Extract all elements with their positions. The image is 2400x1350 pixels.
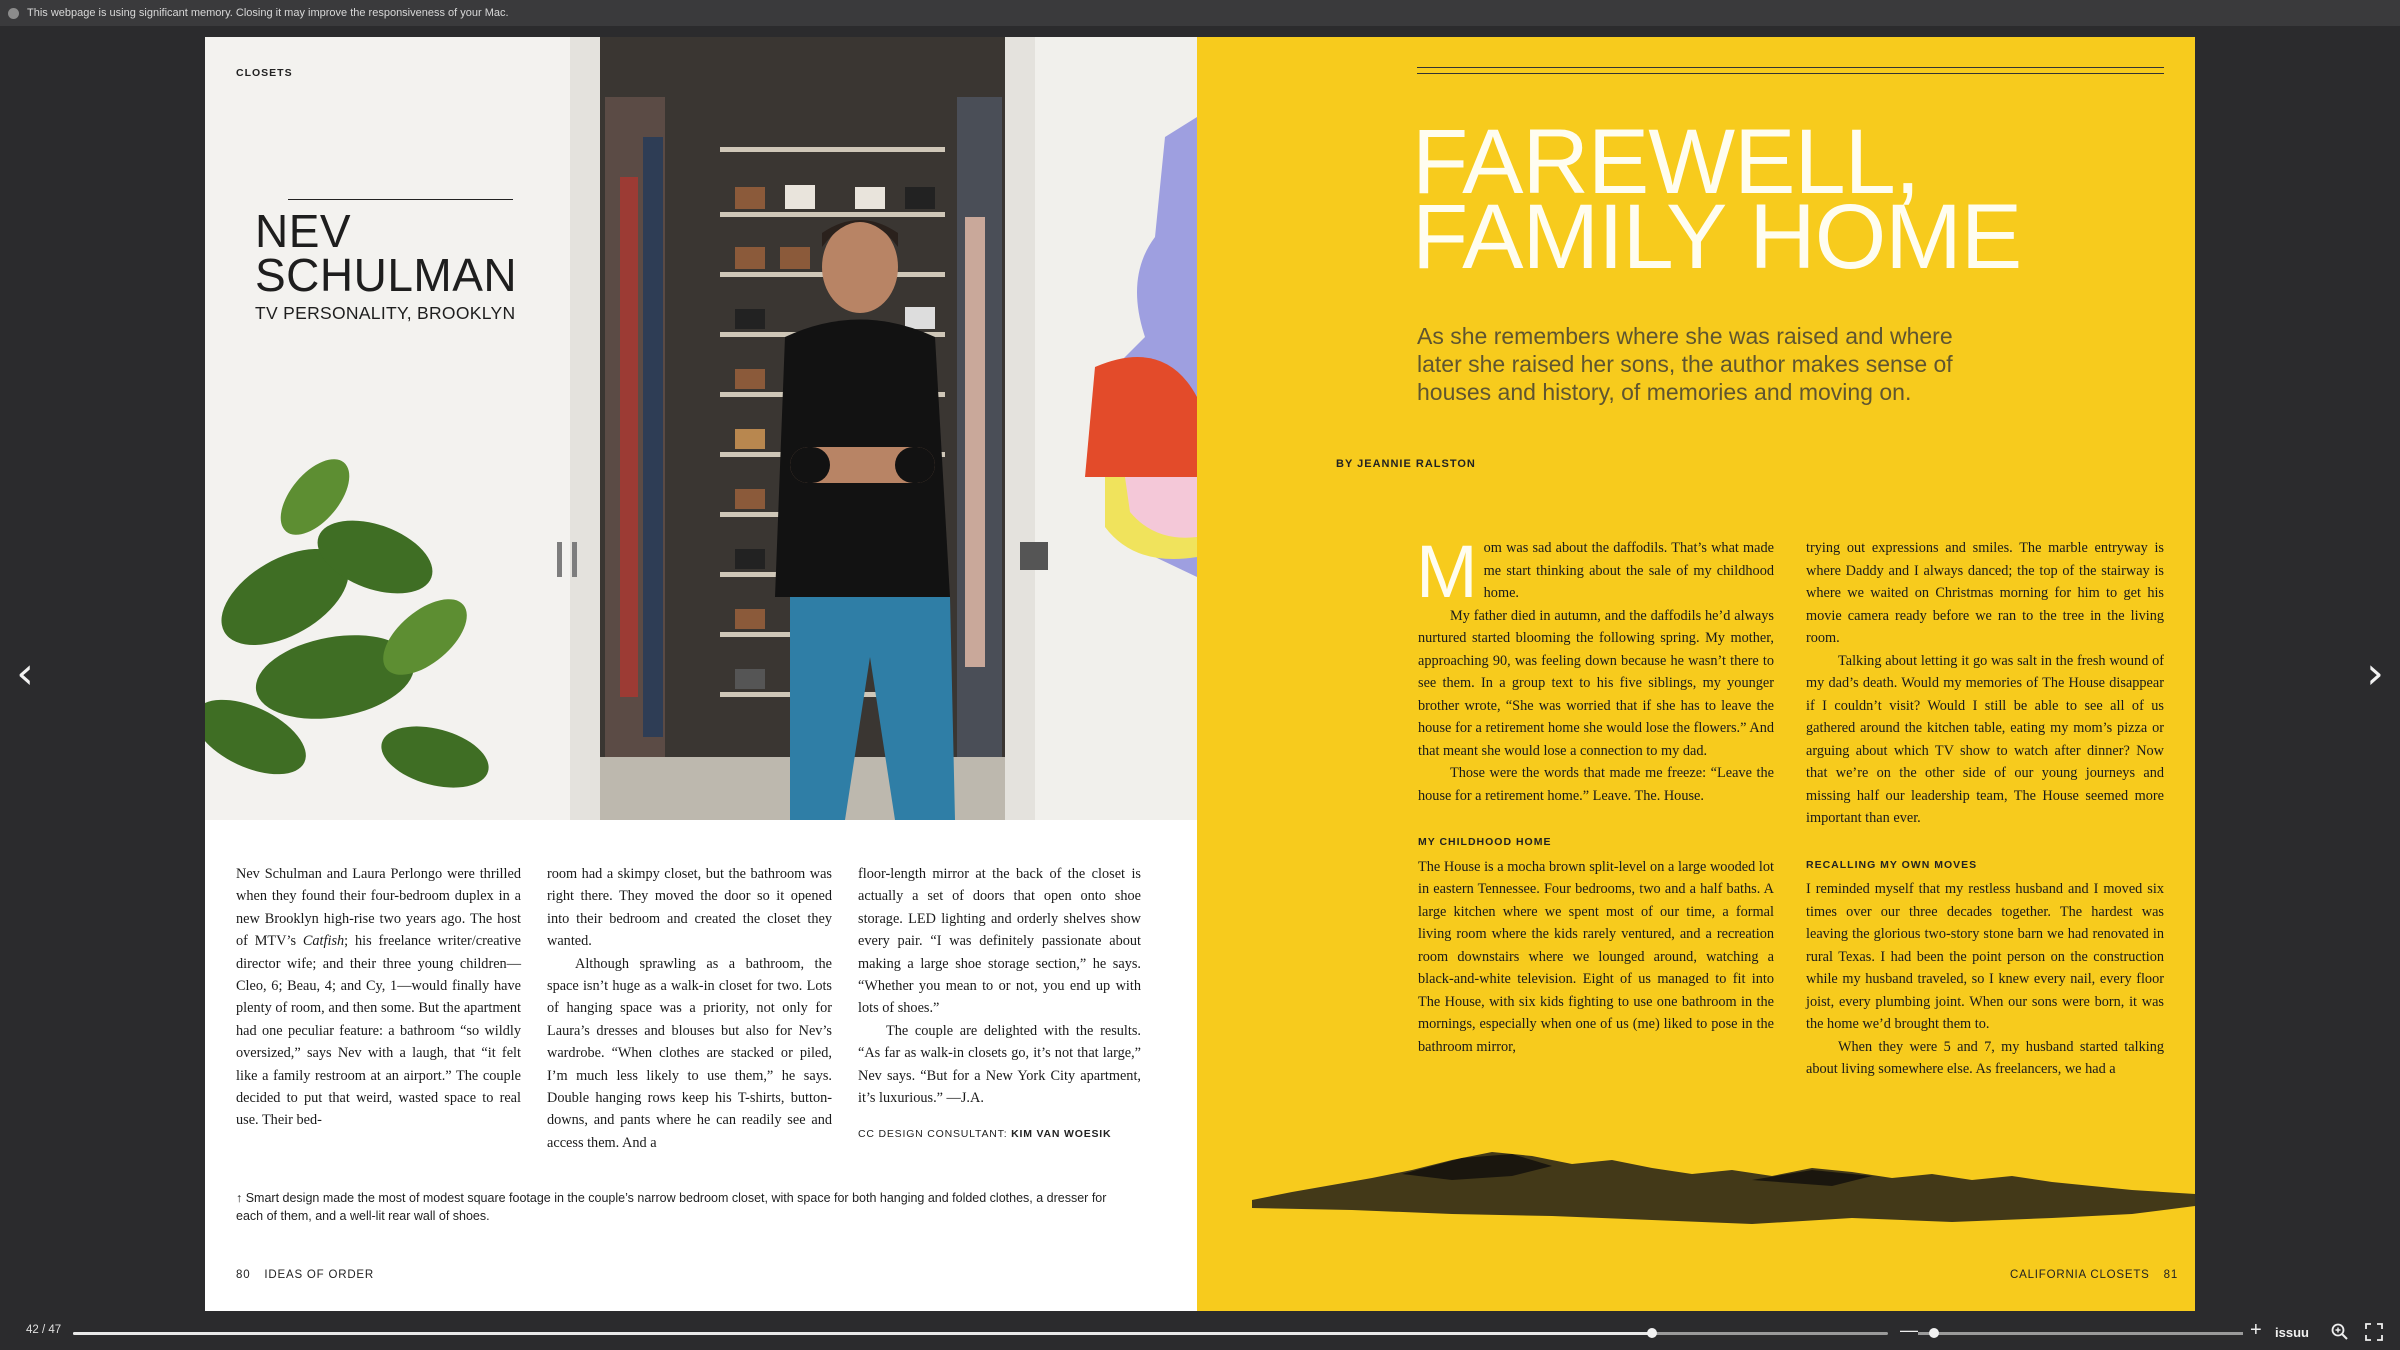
- article-dek: As she remembers where she was raised and where later she raised her sons, the author makes sense of houses and history, of memories and moving on.: [1417, 323, 1953, 405]
- chevron-left-icon: ‹: [16, 648, 34, 699]
- paragraph: room had a skimpy closet, but the bathroom was right there. They moved the door so it opened into their bedroom and created the closet they wanted.: [547, 866, 832, 950]
- text-run: Nev Schulman and Laura Perlongo were thrilled when they found their four-bedroom duplex in a new Brooklyn high-rise two years ago. The host of MTV’s: [236, 866, 521, 950]
- name-divider: [288, 199, 513, 200]
- fullscreen-icon: [2364, 1322, 2384, 1342]
- page-scrubber[interactable]: [73, 1332, 1888, 1335]
- previous-page-button[interactable]: [5, 650, 45, 698]
- article-column-2: [1806, 537, 2164, 1081]
- subhead: RECALLING MY OWN MOVES: [1806, 858, 1978, 871]
- drop-cap: M: [1416, 530, 1478, 613]
- zoom-button[interactable]: [2330, 1322, 2350, 1342]
- mountain-illustration: [1252, 1130, 2195, 1230]
- profile-name: [255, 205, 518, 301]
- scrubber-handle[interactable]: [1647, 1328, 1657, 1338]
- page-number: 81: [2163, 1269, 2179, 1281]
- zoom-in-button[interactable]: +: [2250, 1319, 2262, 1341]
- body-column-1: [236, 863, 521, 1132]
- paragraph: [1416, 530, 1774, 613]
- paragraph: Those were the words that made me freeze: “Leave the house for a retirement home.” Leave. The. House.: [1418, 765, 1774, 804]
- paragraph: When they were 5 and 7, my husband started talking about living somewhere else. As freelancers, we had a: [1806, 1038, 2164, 1077]
- credit-name: KIM VAN WOESIK: [1011, 1128, 1112, 1141]
- paragraph: My father died in autumn, and the daffodils he’d always nurtured started blooming the following spring. My mother, approaching 90, was feeling down because he wasn’t there to see them. In a group text to his five siblings, my younger brother wrote, “She was worried that if she has to leave the house for a retirement home she would lose the flowers.” And that meant she would lose a connection to my dad.: [1418, 607, 1774, 759]
- headline-line: FAMILY HOME: [1412, 186, 2022, 288]
- zoom-handle[interactable]: [1929, 1328, 1939, 1338]
- left-folio: [236, 1269, 374, 1281]
- article-column-1: [1416, 530, 1774, 1058]
- closet-photo-illustration: [205, 37, 1197, 820]
- photo-caption: ↑ Smart design made the most of modest square footage in the couple’s narrow bedroom closet, with space for both hanging and folded clothes, a dresser for each of them, and a well-lit rear wall of shoes.: [236, 1191, 1107, 1223]
- credit-label: CC DESIGN CONSULTANT:: [858, 1128, 1012, 1141]
- left-page: [205, 37, 1197, 1311]
- paragraph: floor-length mirror at the back of the closet is actually a set of doors that open onto shoe storage. LED lighting and orderly shelves show every pair. “I was definitely passionate about making a large shoe storage section,” he says. “Whether you mean to or not, you end up with lots of shoes.”: [858, 866, 1141, 1017]
- folio-label: CALIFORNIA CLOSETS: [2010, 1269, 2150, 1281]
- subhead: MY CHILDHOOD HOME: [1418, 836, 1552, 848]
- magnifier-plus-icon: [2330, 1322, 2350, 1342]
- profile-last-name: SCHULMAN: [255, 249, 518, 301]
- article-byline: BY JEANNIE RALSTON: [1336, 458, 1476, 470]
- fullscreen-button[interactable]: [2364, 1322, 2384, 1342]
- design-credit: [858, 1123, 1141, 1145]
- right-folio: [2010, 1269, 2178, 1281]
- reader-toolbar: [0, 1316, 2400, 1350]
- memory-warning-bar: [0, 0, 2400, 26]
- zoom-slider[interactable]: [1918, 1332, 2243, 1335]
- paragraph: The couple are delighted with the results. “As far as walk-in closets go, it’s not that large,” Nev says. “But for a New York City apartment, it’s luxurious.” —J.A.: [858, 1022, 1141, 1107]
- body-column-3: [858, 863, 1141, 1146]
- next-page-button[interactable]: [2355, 650, 2395, 698]
- top-rule: [1417, 67, 2164, 68]
- right-page: [1197, 37, 2195, 1311]
- headline-line: FAREWELL,: [1412, 111, 1920, 213]
- show-title: Catfish: [302, 933, 345, 950]
- paragraph: trying out expressions and smiles. The marble entryway is where Daddy and I always danced; the top of the stairway is where we waited on Christmas morning for him to get his movie camera ready before we ran to the tree in the living room.: [1806, 540, 2164, 646]
- paragraph: The House is a mocha brown split-level on a large wooded lot in eastern Tennessee. Four bedrooms, two and a half baths. A large kitchen where we spent most of our time, a formal living room where the kids rarely ventured, and a recreation room downstairs where we lounged around, watching a black-and-white television. Eight of us managed to fit into The House, with six kids fighting to use one bathroom in the mornings, especially when one of us (me) liked to pose in the bathroom mirror,: [1418, 858, 1774, 1055]
- folio-label: IDEAS OF ORDER: [264, 1269, 375, 1281]
- profile-first-name: NEV: [255, 205, 352, 257]
- body-column-2: [547, 863, 832, 1154]
- profile-subtitle: TV PERSONALITY, BROOKLYN: [255, 303, 516, 323]
- text-run: ; his freelance writer/creative director wife; and their three young children—Cleo, 6; Beau, 4; and Cy, 1—would finally have plenty of room, and then some. But the apartment had one peculiar feature: a bathroom “so wildly oversized,” says Nev with a laugh, that “it felt like a family restroom at an airport.” The couple decided to put that weird, wasted space to real use. Their bed-: [236, 933, 521, 1129]
- scrubber-fill: [73, 1332, 1652, 1335]
- page-number: 80: [236, 1269, 251, 1281]
- page-indicator: 42 / 47: [26, 1324, 62, 1336]
- zoom-out-button[interactable]: —: [1900, 1320, 1918, 1340]
- paragraph: [236, 863, 521, 1132]
- closet-photo: [205, 37, 1197, 820]
- article-headline: [1412, 111, 2022, 288]
- paragraph: Talking about letting it go was salt in the fresh wound of my dad’s death. Would my memories of The House disappear if I couldn’t visit? Would I still be able to see all of us gathered around the kitchen table, eating my mom’s pizza or arguing about which TV show to watch after dinner? Now that we’re on the other side of our young journeys and missing half our leadership team, The House seemed more important than ever.: [1806, 652, 2164, 826]
- warning-icon: [8, 8, 19, 19]
- paragraph: Although sprawling as a bathroom, the space isn’t huge as a walk-in closet for two. Lots of hanging space was a priority, not only for Laura’s dresses and blouses but also for Nev’s wardrobe. “When clothes are stacked or piled, I’m much less likely to use them,” he says. Double hanging rows keep his T-shirts, button-downs, and pants where he can readily see and access them. And a: [547, 955, 832, 1151]
- memory-warning-text: This webpage is using significant memory. Closing it may improve the responsiveness of your Mac.: [27, 7, 509, 19]
- top-rule: [1417, 73, 2164, 74]
- paragraph: I reminded myself that my restless husband and I moved six times over our three decades together. The hardest was leaving the glorious two-story stone barn we had renovated in rural Texas. I had been the point person on the construction while my husband traveled, so I knew every nail, every floor joist, every plumbing joint. When our sons were born, it was the home we’d brought them to.: [1806, 881, 2164, 1032]
- issuu-logo-link[interactable]: issuu: [2275, 1325, 2309, 1340]
- chevron-right-icon: ›: [2366, 648, 2384, 699]
- section-tag: CLOSETS: [236, 67, 293, 79]
- text-run: om was sad about the daffodils. That’s what made me start thinking about the sale of my childhood home.: [1483, 540, 1774, 601]
